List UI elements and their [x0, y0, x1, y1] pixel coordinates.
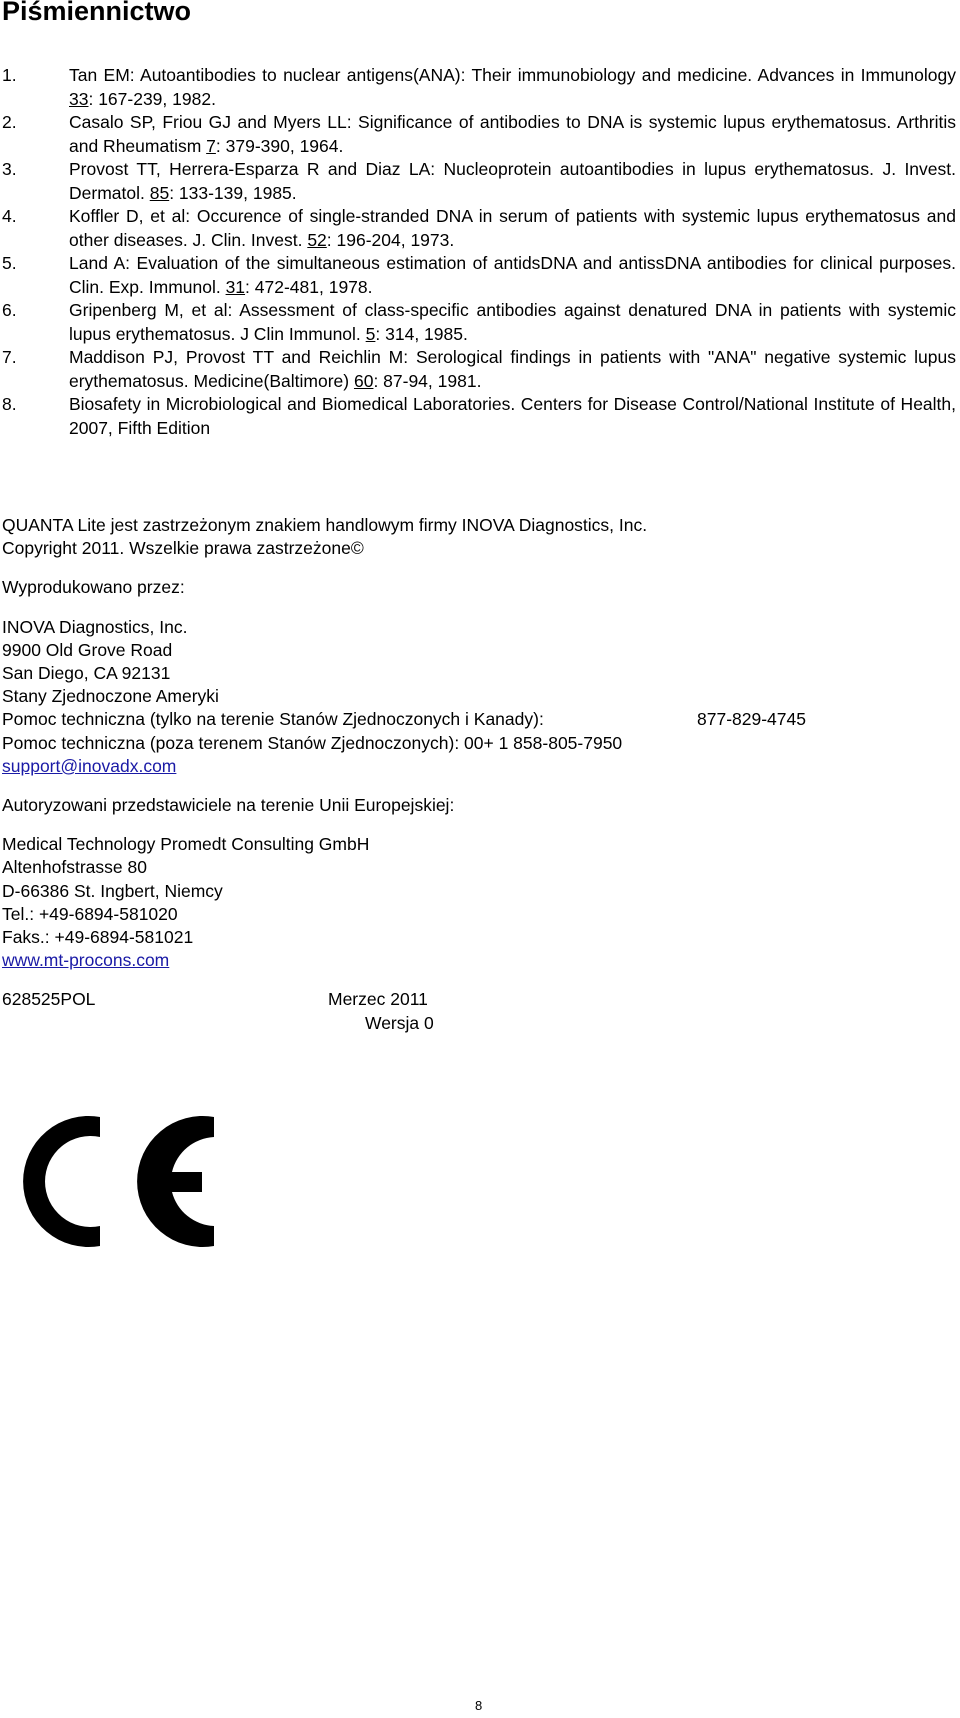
- company-info: [2, 514, 952, 1035]
- eu-rep-city: D-66386 St. Ingbert, Niemcy: [2, 880, 223, 901]
- reference-item: [0, 64, 956, 111]
- manufacturer-city: San Diego, CA 92131: [2, 663, 171, 684]
- document-code-row: [2, 988, 952, 1011]
- reference-number: 6.: [2, 300, 17, 320]
- reference-text: [69, 393, 956, 440]
- reference-item: [0, 158, 956, 205]
- reference-item: [0, 393, 956, 440]
- document-version: Wersja 0: [365, 1012, 434, 1033]
- reference-volume: 52: [307, 229, 327, 250]
- reference-item: [0, 299, 956, 346]
- reference-text: [69, 299, 956, 346]
- reference-text: [69, 111, 956, 158]
- reference-volume: 33: [69, 88, 89, 109]
- reference-number: 8.: [2, 394, 17, 414]
- reference-number: 3.: [2, 159, 17, 179]
- reference-segment: Casalo SP, Friou GJ and Myers LL: Significance of antibodies to DNA is systemic lupus erythematosus. Arthritis and Rheumatism: [69, 112, 956, 156]
- page-title: Piśmiennictwo: [2, 0, 192, 26]
- reference-volume: 85: [149, 182, 170, 203]
- reference-number: 5.: [2, 253, 17, 273]
- reference-number: 4.: [2, 206, 17, 226]
- reference-number: 2.: [2, 112, 17, 132]
- reference-volume: 31: [225, 276, 246, 297]
- reference-number: 1.: [2, 65, 17, 85]
- reference-text: [69, 205, 956, 252]
- reference-segment: Gripenberg M, et al: Assessment of class-specific antibodies against denatured DNA in patients with systemic lupus erythematosus. J Clin Immunol.: [69, 300, 956, 344]
- reference-item: [0, 346, 956, 393]
- support-email-link[interactable]: support@inovadx.com: [2, 755, 177, 776]
- support-us-phone: 877-829-4745: [697, 709, 806, 730]
- eu-rep-label: Autoryzowani przedstawiciele na terenie Unii Europejskiej:: [2, 795, 455, 816]
- reference-segment: Provost TT, Herrera-Esparza R and Diaz LA: Nucleoprotein autoantibodies in lupus erythematosus. J. Invest. Dermatol.: [69, 159, 956, 203]
- reference-text: [69, 158, 956, 205]
- reference-segment: : 379-390, 1964.: [215, 135, 344, 156]
- reference-segment: Maddison PJ, Provost TT and Reichlin M: Serological findings in patients with "ANA" negative systemic lupus erythematosus. Medicine(Baltimore): [69, 347, 956, 391]
- reference-item: [0, 252, 956, 299]
- document-code: 628525POL: [2, 989, 96, 1010]
- reference-volume: 5: [365, 323, 376, 344]
- eu-rep-street: Altenhofstrasse 80: [2, 857, 147, 878]
- eu-rep-name: Medical Technology Promedt Consulting GmbH: [2, 834, 370, 855]
- reference-segment: : 167-239, 1982.: [88, 88, 216, 109]
- reference-segment: : 472-481, 1978.: [245, 276, 373, 297]
- page-number: 8: [475, 1698, 483, 1713]
- eu-rep-tel: Tel.: +49-6894-581020: [2, 903, 178, 924]
- support-us-label: Pomoc techniczna (tylko na terenie Stanów Zjednoczonych i Kanady):: [2, 709, 544, 730]
- reference-segment: Tan EM: Autoantibodies to nuclear antigens(ANA): Their immunobiology and medicine. Advances in Immunology: [69, 65, 956, 85]
- support-us-row: [2, 708, 952, 731]
- reference-text: [69, 252, 956, 299]
- ce-mark-logo: [22, 1106, 214, 1257]
- support-intl: Pomoc techniczna (poza terenem Stanów Zjednoczonych): 00+ 1 858-805-7950: [2, 732, 623, 753]
- reference-item: [0, 111, 956, 158]
- reference-text: [69, 346, 956, 393]
- reference-segment: Biosafety in Microbiological and Biomedical Laboratories. Centers for Disease Control/National Institute of Health, 2007, Fifth Edition: [69, 394, 956, 438]
- reference-segment: Land A: Evaluation of the simultaneous estimation of antidsDNA and antissDNA antibodies for clinical purposes. Clin. Exp. Immunol.: [69, 253, 956, 297]
- copyright-notice: Copyright 2011. Wszelkie prawa zastrzeżone©: [2, 538, 364, 559]
- reference-number: 7.: [2, 347, 17, 367]
- reference-text: [69, 64, 956, 111]
- manufacturer-country: Stany Zjednoczone Ameryki: [2, 686, 219, 707]
- reference-segment: : 133-139, 1985.: [169, 182, 297, 203]
- document-version-row: [2, 1012, 952, 1035]
- reference-segment: : 87-94, 1981.: [373, 370, 482, 391]
- reference-segment: Koffler D, et al: Occurence of single-stranded DNA in serum of patients with systemic lupus erythematosus and other diseases. J. Clin. Invest.: [69, 206, 956, 250]
- reference-segment: : 196-204, 1973.: [326, 229, 455, 250]
- reference-item: [0, 205, 956, 252]
- manufacturer-name: INOVA Diagnostics, Inc.: [2, 616, 188, 637]
- document-date: Merzec 2011: [328, 989, 428, 1010]
- trademark-notice: QUANTA Lite jest zastrzeżonym znakiem handlowym firmy INOVA Diagnostics, Inc.: [2, 515, 648, 535]
- eu-rep-fax: Faks.: +49-6894-581021: [2, 927, 194, 948]
- reference-list: [0, 64, 956, 440]
- eu-rep-website-link[interactable]: www.mt-procons.com: [2, 950, 170, 971]
- reference-volume: 60: [353, 370, 374, 391]
- reference-volume: 7: [206, 135, 216, 156]
- reference-segment: : 314, 1985.: [375, 323, 468, 344]
- manufacturer-street: 9900 Old Grove Road: [2, 639, 173, 660]
- manufacturer-label: Wyprodukowano przez:: [2, 577, 185, 598]
